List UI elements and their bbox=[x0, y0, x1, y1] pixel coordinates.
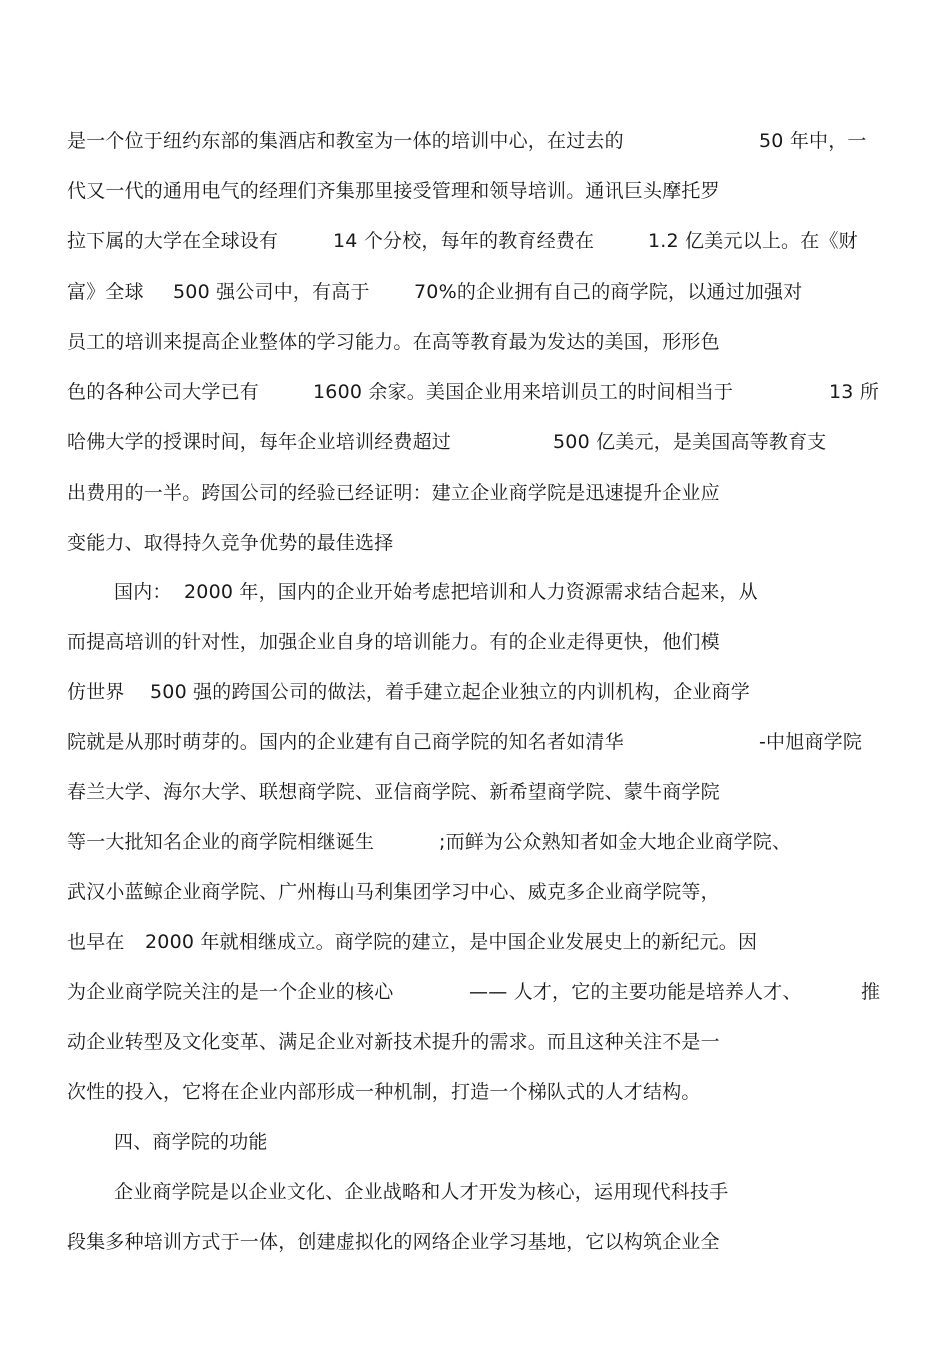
text-segment: 1.2 亿美元以上。在《财 bbox=[648, 230, 858, 252]
text-segment: 是一个位于纽约东部的集酒店和教室为一体的培训中心，在过去的 bbox=[67, 130, 624, 152]
text-segment: ;而鲜为公众熟知者如金大地企业商学院、 bbox=[439, 831, 792, 853]
text-segment: 而提高培训的针对性，加强企业自身的培训能力。有的企业走得更快，他们模 bbox=[67, 631, 720, 653]
text-segment: 变能力、取得持久竞争优势的最佳选择 bbox=[67, 532, 394, 554]
text-segment: 出费用的一半。跨国公司的经验已经证明：建立企业商学院是迅速提升企业应 bbox=[67, 482, 720, 504]
text-segment: 也早在 bbox=[67, 931, 125, 953]
text-segment: 四、商学院的功能 bbox=[114, 1131, 268, 1153]
text-segment: 50 年中，一 bbox=[759, 130, 867, 152]
text-segment: 员工的培训来提高企业整体的学习能力。在高等教育最为发达的美国，形形色 bbox=[67, 331, 720, 353]
text-segment: 推 bbox=[861, 981, 881, 1003]
text-segment: 色的各种公司大学已有 bbox=[67, 381, 260, 403]
text-segment: 富》全球 bbox=[67, 281, 144, 303]
text-segment: 13 所 bbox=[829, 381, 880, 403]
text-segment: 500 强的跨国公司的做法，着手建立起企业独立的内训机构，企业商学 bbox=[150, 681, 750, 703]
text-segment: 2000 年，国内的企业开始考虑把培训和人力资源需求结合起来，从 bbox=[184, 581, 758, 603]
text-segment: 等一大批知名企业的商学院相继诞生 bbox=[67, 831, 375, 853]
text-segment: 2000 年就相继成立。商学院的建立，是中国企业发展史上的新纪元。因 bbox=[145, 931, 758, 953]
text-segment: 拉下属的大学在全球设有 bbox=[67, 230, 279, 252]
text-segment: 代又一代的通用电气的经理们齐集那里接受管理和领导培训。通讯巨头摩托罗 bbox=[67, 180, 720, 202]
text-segment: 企业商学院是以企业文化、企业战略和人才开发为核心，运用现代科技手 bbox=[114, 1181, 729, 1203]
text-segment: 段集多种培训方式于一体，创建虚拟化的网络企业学习基地，它以构筑企业全 bbox=[67, 1231, 720, 1253]
text-segment: 为企业商学院关注的是一个企业的核心 bbox=[67, 981, 394, 1003]
text-segment: 500 亿美元，是美国高等教育支 bbox=[553, 431, 827, 453]
text-segment: 国内： bbox=[114, 581, 172, 603]
text-segment: 哈佛大学的授课时间，每年企业培训经费超过 bbox=[67, 431, 452, 453]
text-segment: 14 个分校，每年的教育经费在 bbox=[333, 230, 595, 252]
text-segment: -中旭商学院 bbox=[759, 731, 863, 753]
text-segment: 武汉小蓝鲸企业商学院、广州梅山马利集团学习中心、威克多企业商学院等， bbox=[67, 881, 720, 903]
text-segment: —— 人才，它的主要功能是培养人才、 bbox=[469, 981, 802, 1003]
text-segment: 1600 余家。美国企业用来培训员工的时间相当于 bbox=[313, 381, 734, 403]
text-segment: 院就是从那时萌芽的。国内的企业建有自己商学院的知名者如清华 bbox=[67, 731, 624, 753]
text-segment: 次性的投入，它将在企业内部形成一种机制，打造一个梯队式的人才结构。 bbox=[67, 1081, 701, 1103]
text-segment: 春兰大学、海尔大学、联想商学院、亚信商学院、新希望商学院、蒙牛商学院 bbox=[67, 781, 720, 803]
text-segment: 70%的企业拥有自己的商学院，以通过加强对 bbox=[414, 281, 803, 303]
text-segment: 动企业转型及文化变革、满足企业对新技术提升的需求。而且这种关注不是一 bbox=[67, 1031, 720, 1053]
text-segment: 仿世界 bbox=[67, 681, 125, 703]
text-segment: 500 强公司中，有高于 bbox=[173, 281, 370, 303]
